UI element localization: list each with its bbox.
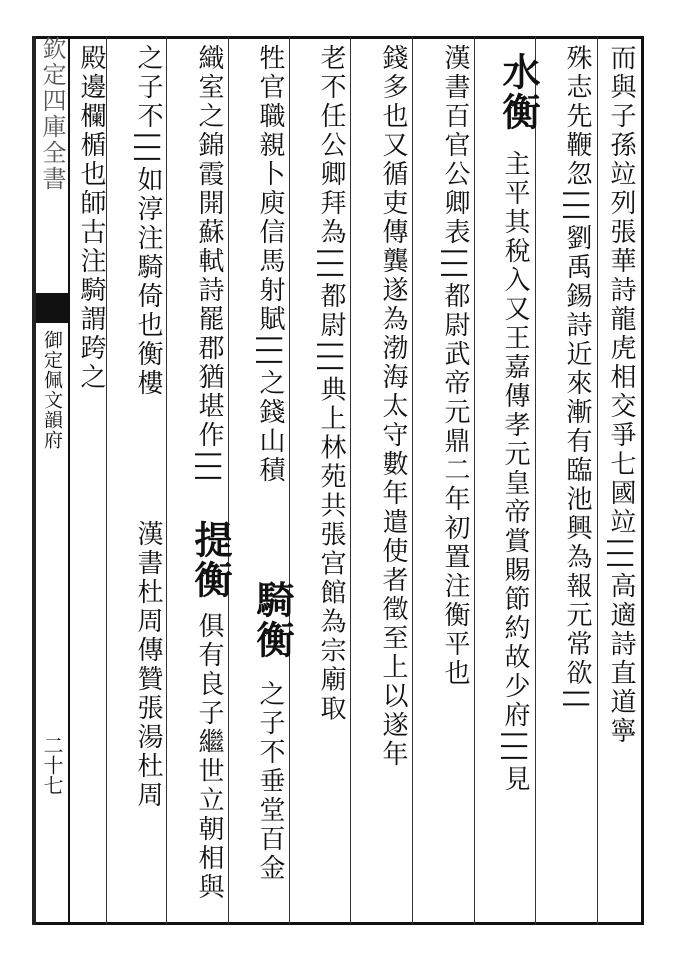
book-title: 御定佩文韻府 bbox=[41, 330, 63, 450]
headword-qi-heng: 騎衡 bbox=[250, 580, 295, 660]
text-column-1: 而與子孫竝列張華詩龍虎相交爭七國竝|||高適詩直道寧 bbox=[606, 44, 636, 747]
text-column-5: 錢多也又循吏傳龔遂為渤海太守數年遣使者徵至上以遂年 bbox=[378, 44, 408, 769]
page-number: 二十七 bbox=[40, 735, 64, 795]
text-column-10: 殿邊欄楯也師古注騎謂跨之 bbox=[76, 44, 106, 392]
text-column-3a: 主平其稅入又王嘉傳孝元皇帝賞賜節約故少府|||見 bbox=[500, 150, 530, 795]
text-column-8b: 俱有良子繼世立朝相與 bbox=[194, 612, 224, 902]
text-column-2: 殊志先鞭忽|||劉禹錫詩近來漸有臨池興為報元常欲|| bbox=[562, 44, 592, 712]
text-column-7b: 之子不垂堂百金 bbox=[255, 680, 285, 883]
text-column-9: 之子不|||如淳注騎倚也衡樓 bbox=[133, 44, 163, 399]
series-title: 欽定四庫全書 bbox=[38, 36, 66, 192]
text-column-8: 織室之錦霞開蘇軾詩罷郡猶堪作||| bbox=[194, 44, 224, 486]
text-column-4: 漢書百官公卿表|||都尉武帝元鼎二年初置注衡平也 bbox=[440, 44, 470, 689]
headword-ti-heng: 提衡 bbox=[188, 520, 233, 600]
headword-shui-heng: 水衡 bbox=[496, 52, 541, 132]
text-column-7: 牲官職親卜庾信馬射賦|||之錢山積 bbox=[255, 44, 285, 486]
text-column-9b: 漢書杜周傳贊張湯杜周 bbox=[133, 520, 163, 810]
text-column-6: 老不任公卿拜為|||都尉|||典上林苑共張宫館為宗廟取 bbox=[316, 44, 346, 724]
